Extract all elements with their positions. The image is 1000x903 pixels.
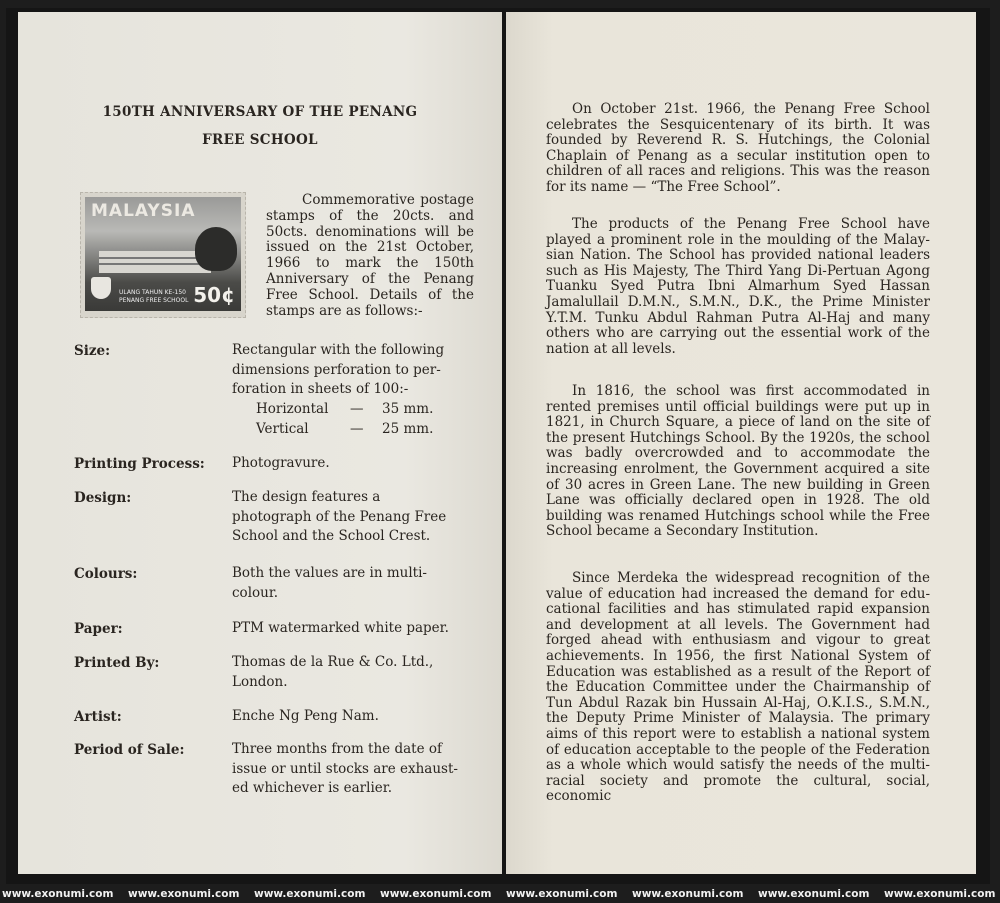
detail-value-size: Rectangular with the following dimensions perforation to per- foration in sheets of 100:-: [232, 342, 445, 397]
history-paragraph-3: In 1816, the school was first accommodated in rented premises until official buildings were put up in 1821, in Church Square, a piece of land on the site of the present Hutchings School. By the 1920s, the school was badly overcrowded and to accommodate the increasing enrolment, the Government acquired a site of 30 acres in Green Lane. The new building in Green Lane was officially declared open in 1928. The old building was renamed Hutchings school while the Free School became a Secondary Institution.: [546, 383, 930, 540]
dimension-name: Horizontal: [256, 401, 329, 417]
stamp-country: MALAYSIA: [91, 201, 196, 221]
detail-value-printing-process: Photogravure.: [232, 455, 330, 471]
watermark-text: www.exonumi.com: [2, 888, 114, 900]
dimension-name: Vertical: [256, 421, 309, 437]
right-page: [506, 12, 976, 874]
detail-label-colours: Colours:: [74, 566, 138, 582]
page-title-line-2: FREE SCHOOL: [202, 132, 318, 148]
watermark-text: www.exonumi.com: [128, 888, 240, 900]
detail-label-design: Design:: [74, 490, 132, 506]
watermark-text: www.exonumi.com: [380, 888, 492, 900]
page-title-line-1: 150TH ANNIVERSARY OF THE PENANG: [102, 104, 418, 120]
school-crest-icon: [91, 277, 111, 299]
detail-label-paper: Paper:: [74, 621, 123, 637]
dimension-dash: —: [350, 401, 364, 417]
history-paragraph-4: Since Merdeka the widespread recognition of the value of education had increased the demand for edu- cational facilities and has stimulated rapid expansion and development at all levels. The Government had forged ahead with enthusiasm and vigour to great achievements. In 1956, the first National System of Education was established as a result of the Report of the Education Committee under the Chairmanship of Tun Abdul Razak bin Hussain Al-Haj, O.K.I.S., S.M.N., the Deputy Prime Minister of Malaysia. The primary aims of this report were to establish a national system of education acceptable to the people of the Federation as a whole which would satisfy the needs of the multi- racial society and promote the cultural, social, economic: [546, 570, 930, 805]
detail-value-colours: Both the values are in multi- colour.: [232, 565, 427, 601]
history-paragraph-1: On October 21st. 1966, the Penang Free School celebrates the Sesquicentenary of its birth. It was founded by Reverend R. S. Hutchings, the Colonial Chaplain of Penang as a secular institution open to children of all races and religions. This was the reason for its name — “The Free School”.: [546, 101, 930, 195]
watermark-text: www.exonumi.com: [632, 888, 744, 900]
dimension-dash: —: [350, 421, 364, 437]
detail-value-printed-by: Thomas de la Rue & Co. Ltd., London.: [232, 654, 434, 690]
stamp-caption: ULANG TAHUN KE-150 PENANG FREE SCHOOL: [119, 289, 189, 304]
detail-value-design: The design features a photograph of the Penang Free School and the School Crest.: [232, 489, 447, 544]
stamp-value: 50¢: [193, 283, 235, 307]
detail-label-period-of-sale: Period of Sale:: [74, 742, 185, 758]
watermark-text: www.exonumi.com: [254, 888, 366, 900]
intro-paragraph: Commemorative postage stamps of the 20cts. and 50cts. denominations will be issued on the 21st October, 1966 to mark the 150th Anniversary of the Penang Free School. Details of the stamps are as follows:-: [266, 192, 474, 319]
detail-label-printed-by: Printed By:: [74, 655, 160, 671]
detail-label-artist: Artist:: [74, 709, 122, 725]
dimension-size: 35 mm.: [382, 401, 434, 417]
watermark-text: www.exonumi.com: [758, 888, 870, 900]
watermark-text: www.exonumi.com: [506, 888, 618, 900]
stamp-image: [80, 192, 246, 318]
watermark-text: www.exonumi.com: [884, 888, 996, 900]
tree-graphic: [195, 227, 237, 271]
detail-label-printing-process: Printing Process:: [74, 456, 205, 472]
left-page: [18, 12, 502, 874]
dimension-size: 25 mm.: [382, 421, 434, 437]
stamp-photo: [85, 197, 241, 311]
history-paragraph-2: The products of the Penang Free School have played a prominent role in the moulding of the Malay- sian Nation. The School has provided national leaders such as His Majesty, The Third Yang Di-Pertuan Agong Tuanku Syed Putra Ibni Almarhum Syed Hassan Jamalullail D.M.N., S.M.N., D.K., the Prime Minister Y.T.M. Tunku Abdul Rahman Putra Al-Haj and many others who are carrying out the essential work of the nation at all levels.: [546, 216, 930, 357]
detail-value-artist: Enche Ng Peng Nam.: [232, 708, 379, 724]
detail-label-size: Size:: [74, 343, 111, 359]
detail-value-period-of-sale: Three months from the date of issue or until stocks are exhaust- ed whichever is earlier.: [232, 741, 458, 796]
detail-value-paper: PTM watermarked white paper.: [232, 620, 449, 636]
